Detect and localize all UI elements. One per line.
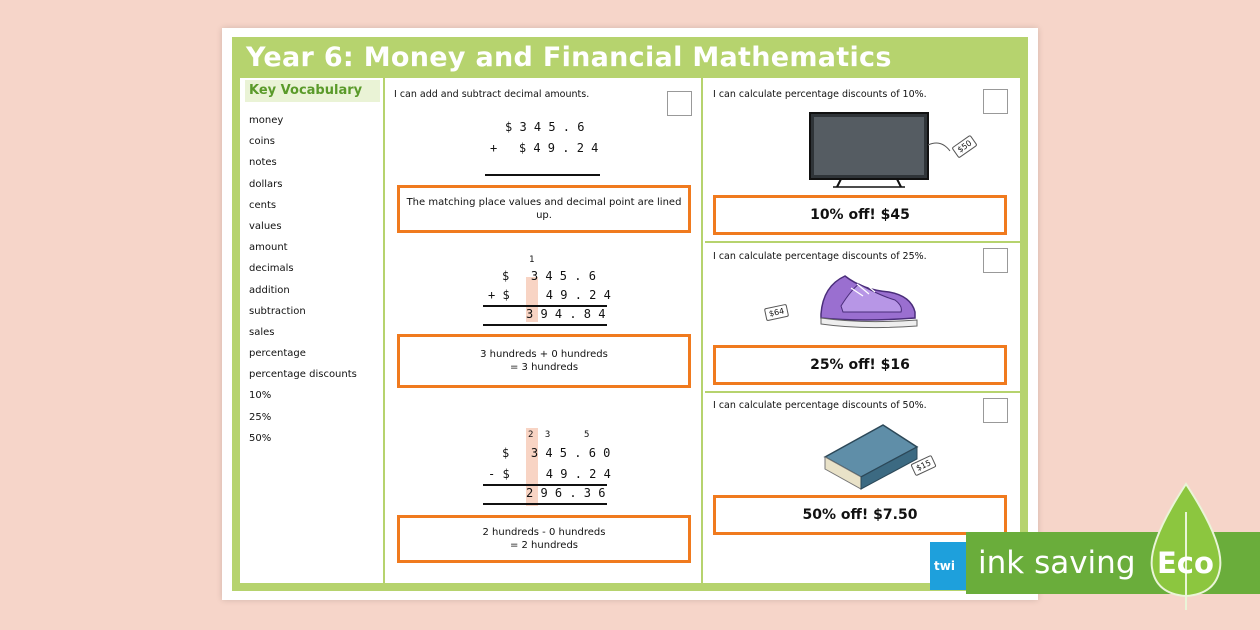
vocab-item: 25%	[249, 411, 272, 423]
vocab-item: percentage	[249, 348, 306, 360]
example2-carry: 1	[529, 255, 535, 265]
discount10-result: 10% off! $45	[713, 195, 1007, 235]
sneakers-image	[793, 266, 943, 336]
example2-rule-bottom	[483, 324, 607, 326]
discount50-result: 50% off! $7.50	[713, 495, 1007, 535]
section-divider	[705, 391, 1020, 393]
discount25-result: 25% off! $16	[713, 345, 1007, 385]
vocab-item: sales	[249, 326, 275, 338]
eco-label: Eco	[1157, 546, 1214, 580]
vocab-item: money	[249, 115, 284, 126]
example3-line2: - $ 4 9 . 2 4	[488, 467, 611, 481]
place-value-note: The matching place values and decimal point are lined up.	[397, 185, 691, 233]
vocab-item: values	[249, 220, 282, 232]
decimals-panel	[387, 78, 703, 583]
discount25-checkbox[interactable]	[983, 248, 1008, 273]
note3-line1: 2 hundreds - 0 hundreds	[482, 527, 606, 538]
example2-line1: $ 3 4 5 . 6	[502, 269, 596, 283]
vocab-item: amount	[249, 242, 288, 254]
page-title: Year 6: Money and Financial Mathematics	[246, 42, 892, 73]
vocab-item: 10%	[249, 390, 272, 402]
book-image	[817, 417, 937, 497]
example3-rule-bottom	[483, 503, 607, 505]
vocabulary-list	[249, 110, 357, 449]
vocab-item: subtraction	[249, 305, 306, 317]
vocab-item: coins	[249, 136, 275, 148]
hundreds-addition-note	[397, 334, 691, 388]
twinkl-logo: twi	[930, 542, 970, 590]
decimals-statement: I can add and subtract decimal amounts.	[394, 89, 590, 100]
ink-saving-label: ink saving	[978, 545, 1136, 581]
vocab-item: percentage discounts	[249, 369, 357, 381]
vocab-item: decimals	[249, 263, 294, 275]
vocab-item: notes	[249, 157, 277, 169]
hundreds-subtraction-note	[397, 515, 691, 563]
note2-line1: 3 hundreds + 0 hundreds	[480, 349, 608, 360]
vocabulary-heading: Key Vocabulary	[245, 80, 380, 102]
example3-carry-left: 2 3	[528, 430, 554, 440]
vocab-item: addition	[249, 284, 290, 296]
example2-result: 3 9 4 . 8 4	[526, 307, 606, 321]
vocab-item: cents	[249, 199, 277, 211]
discount50-statement: I can calculate percentage discounts of 50%.	[713, 400, 927, 411]
price-tag: $50	[951, 134, 978, 158]
vocab-item: dollars	[249, 178, 283, 190]
example1-line2: + $ 4 9 . 2 4	[490, 141, 599, 155]
price-tag: $15	[910, 455, 937, 477]
note3-line2: = 2 hundreds	[509, 540, 579, 551]
vocabulary-panel	[240, 78, 385, 583]
example3-result: 2 9 6 . 3 6	[526, 486, 606, 500]
section-divider	[705, 241, 1020, 243]
example3-line1: $ 3 4 5 . 6 0	[502, 446, 611, 460]
discounts-panel	[705, 78, 1020, 583]
example3-carry-right: 5	[584, 430, 590, 440]
example1-rule	[485, 174, 600, 176]
discount25-statement: I can calculate percentage discounts of 25%.	[713, 251, 927, 262]
example1-line1: $ 3 4 5 . 6	[505, 120, 585, 134]
resource-sheet	[222, 28, 1038, 600]
content-area	[240, 78, 1020, 583]
discount50-checkbox[interactable]	[983, 398, 1008, 423]
vocab-item: 50%	[249, 432, 272, 444]
example2-line2: + $ 4 9 . 2 4	[488, 288, 611, 302]
decimals-checkbox[interactable]	[667, 91, 692, 116]
sheet-frame	[232, 37, 1028, 591]
price-tag: $64	[764, 304, 789, 322]
discount10-statement: I can calculate percentage discounts of 10%.	[713, 89, 927, 100]
note2-line2: = 3 hundreds	[509, 362, 579, 373]
